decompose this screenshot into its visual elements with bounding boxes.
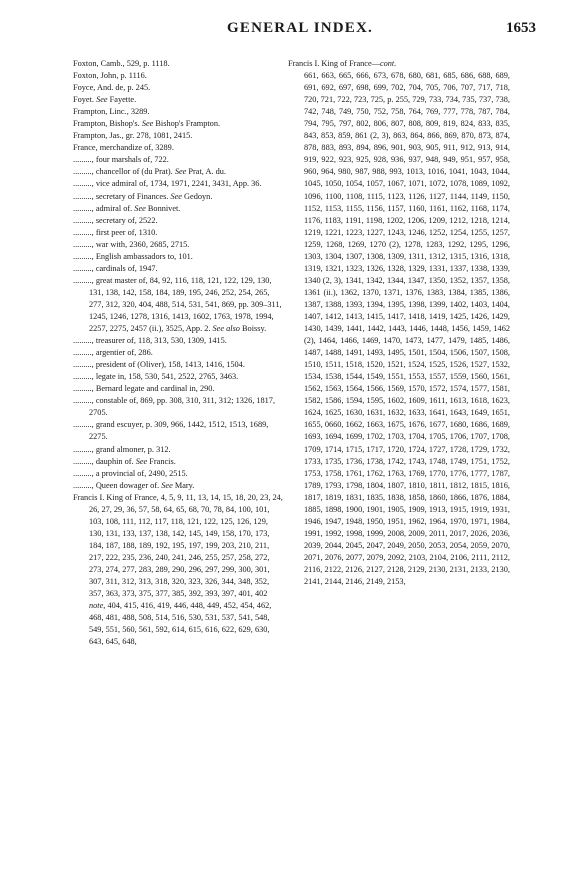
index-entry: ........., grand almoner, p. 312.	[73, 444, 171, 454]
index-entry: Foyce, And. de, p. 245.	[73, 83, 151, 93]
index-entry: ........., chancellor of (du Prat). See Prat, A. du.	[73, 167, 227, 177]
page-number: 1653	[506, 20, 536, 36]
index-entry: ........., admiral of. See Bonnivet.	[73, 203, 181, 213]
index-entry: ........., vice admiral of, 1734, 1971, 2241, 3431, App. 36.	[73, 179, 262, 189]
index-entry: ........., dauphin of. See Francis.	[73, 456, 176, 466]
index-entry: ........., argentier of, 286.	[73, 348, 153, 358]
index-entry: Foxton, Camb., 529, p. 1118.	[73, 59, 170, 68]
index-column-right	[288, 58, 510, 588]
index-entry: ........., secretary of, 2522.	[73, 215, 158, 225]
index-column-left	[73, 58, 283, 648]
index-entry: Frampton, Linc., 3289.	[73, 107, 150, 117]
index-entry: ........., war with, 2360, 2685, 2715.	[73, 239, 190, 249]
index-entry: Frampton, Jas., gr. 278, 1081, 2415.	[73, 131, 193, 141]
index-entry: ........., treasurer of, 118, 313, 530, 1309, 1415.	[73, 336, 227, 346]
index-entry: ........., first peer of, 1310.	[73, 227, 158, 237]
index-entry: ........., Bernard legate and cardinal in, 290.	[73, 384, 215, 394]
running-title: GENERAL INDEX.	[227, 20, 373, 36]
index-entry: Foxton, John, p. 1116.	[73, 71, 147, 81]
index-entry: France, merchandize of, 3289.	[73, 143, 174, 153]
index-entry: ........., four marshals of, 722.	[73, 155, 169, 165]
index-entry: ........., great master of, 84, 92, 116, 118, 121, 122, 129, 130, 131, 138, 142, 158, 184, 189, 195, 246, 252, 254, 265, 277, 312, 320, 404, 488, 514, 531, 541, 869, pp. 309–311, 1245, 1246, 1278, 1316, 1413, 1602, 1763, 1978, 1994, 2257, 2275, 2457 (ii.), 3525, App. 2. See also Boissy.	[73, 275, 282, 334]
page-header	[60, 20, 540, 40]
index-entry: ........., English ambassadors to, 101.	[73, 251, 193, 261]
index-entry: Foyet. See Fayette.	[73, 95, 137, 105]
index-entry: ........., secretary of Finances. See Gedoyn.	[73, 191, 213, 201]
index-entry: ........., grand escuyer, p. 309, 966, 1442, 1512, 1513, 1689, 2275.	[73, 420, 269, 442]
continued-entry-references: 661, 663, 665, 666, 673, 678, 680, 681, 685, 686, 688, 689, 691, 692, 697, 698, 699, 702, 704, 705, 706, 707, 717, 718, 720, 721, 722, 723, 725, p. 255, 729, 733, 734, 735, 737, 738, 742, 748, 749, 750, 752, 758, 764, 769, 777, 778, 787, 784, 794, 795, 797, 802, 806, 807, 808, 809, 819, 824, 833, 835, 843, 853, 859, 861 (2, 3), 863, 864, 866, 869, 870, 873, 874, 878, 883, 893, 894, 896, 901, 903, 905, 911, 912, 913, 914, 919, 922, 923, 925, 928, 936, 937, 948, 949, 951, 957, 958, 960, 964, 980, 987, 988, 993, 1013, 1016, 1041, 1043, 1044, 1045, 1050, 1054, 1057, 1067, 1071, 1072, 1078, 1089, 1092, 1096, 1100, 1108, 1115, 1123, 1126, 1127, 1144, 1149, 1150, 1152, 1153, 1155, 1156, 1157, 1160, 1161, 1162, 1168, 1174, 1176, 1183, 1191, 1198, 1202, 1206, 1209, 1212, 1218, 1214, 1219, 1221, 1223, 1227, 1243, 1246, 1252, 1254, 1255, 1257, 1259, 1268, 1269, 1270 (2), 1278, 1283, 1292, 1295, 1296, 1303, 1304, 1307, 1308, 1309, 1311, 1312, 1315, 1316, 1318, 1319, 1321, 1323, 1326, 1328, 1329, 1331, 1337, 1338, 1339, 1340 (2, 3), 1341, 1342, 1344, 1347, 1350, 1352, 1357, 1358, 1361 (ii.), 1362, 1370, 1371, 1376, 1383, 1384, 1385, 1386, 1387, 1388, 1393, 1394, 1395, 1398, 1399, 1402, 1403, 1404, 1407, 1412, 1413, 1415, 1417, 1418, 1419, 1425, 1426, 1429, 1430, 1439, 1441, 1442, 1443, 1446, 1448, 1456, 1459, 1462 (2), 1464, 1466, 1469, 1470, 1473, 1477, 1479, 1485, 1486, 1487, 1488, 1491, 1493, 1495, 1501, 1504, 1506, 1507, 1508, 1510, 1511, 1518, 1520, 1521, 1524, 1525, 1526, 1527, 1532, 1534, 1538, 1544, 1549, 1551, 1553, 1557, 1559, 1560, 1561, 1562, 1563, 1564, 1566, 1569, 1570, 1572, 1574, 1577, 1581, 1582, 1586, 1594, 1595, 1602, 1609, 1611, 1613, 1618, 1623, 1624, 1625, 1630, 1631, 1632, 1633, 1641, 1643, 1649, 1651, 1655, 0660, 1662, 1663, 1675, 1676, 1677, 1680, 1686, 1689, 1693, 1694, 1699, 1702, 1703, 1704, 1705, 1706, 1707, 1708, 1709, 1714, 1715, 1717, 1720, 1724, 1727, 1728, 1729, 1732, 1733, 1735, 1736, 1738, 1742, 1743, 1748, 1749, 1751, 1752, 1753, 1758, 1761, 1762, 1763, 1769, 1770, 1776, 1777, 1787, 1789, 1793, 1798, 1804, 1807, 1810, 1811, 1812, 1815, 1816, 1817, 1819, 1831, 1835, 1838, 1858, 1860, 1866, 1876, 1884, 1885, 1898, 1900, 1901, 1905, 1909, 1913, 1915, 1919, 1931, 1946, 1947, 1948, 1950, 1951, 1962, 1964, 1970, 1971, 1984, 1991, 1992, 1998, 1999, 2008, 2009, 2011, 2017, 2026, 2036, 2039, 2044, 2045, 2047, 2049, 2050, 2053, 2054, 2059, 2070, 2071, 2076, 2077, 2079, 2092, 2103, 2104, 2106, 2111, 2112, 2116, 2122, 2126, 2127, 2128, 2129, 2130, 2131, 2133, 2130, 2141, 2144, 2146, 2149, 2153,	[304, 71, 510, 587]
index-entry: ........., constable of, 869, pp. 308, 310, 311, 312; 1326, 1817, 2705.	[73, 396, 276, 418]
continued-entry-heading: Francis I. King of France—cont.	[288, 59, 397, 68]
index-entry: ........., legate in, 158, 530, 541, 2522, 2765, 3463.	[73, 372, 239, 382]
index-entry: ........., a provincial of, 2490, 2515.	[73, 468, 188, 478]
index-entry: ........., president of (Oliver), 158, 1413, 1416, 1504.	[73, 360, 245, 370]
index-entry: Francis I. King of France, 4, 5, 9, 11, 13, 14, 15, 18, 20, 23, 24, 26, 27, 29, 36, 57, 58, 64, 65, 68, 70, 78, 84, 100, 101, 103, 108, 111, 112, 117, 118, 121, 122, 125, 126, 129, 130, 131, 133, 137, 138, 142, 145, 149, 158, 170, 173, 184, 187, 188, 189, 192, 195, 197, 199, 203, 210, 211, 217, 222, 235, 236, 240, 241, 246, 255, 257, 258, 272, 273, 274, 277, 283, 289, 290, 296, 297, 299, 300, 301, 307, 311, 312, 313, 318, 320, 323, 326, 344, 348, 352, 357, 363, 373, 375, 377, 385, 392, 393, 397, 401, 402 note, 404, 415, 416, 419, 446, 448, 449, 452, 454, 462, 468, 481, 488, 508, 514, 516, 530, 531, 537, 541, 548, 549, 551, 560, 561, 592, 614, 615, 616, 622, 629, 630, 643, 645, 648,	[73, 492, 283, 647]
index-entry: Frampton, Bishop's. See Bishop's Frampton.	[73, 119, 221, 129]
index-entry: ........., cardinals of, 1947.	[73, 263, 158, 273]
index-entry: ........., Queen dowager of. See Mary.	[73, 480, 195, 490]
